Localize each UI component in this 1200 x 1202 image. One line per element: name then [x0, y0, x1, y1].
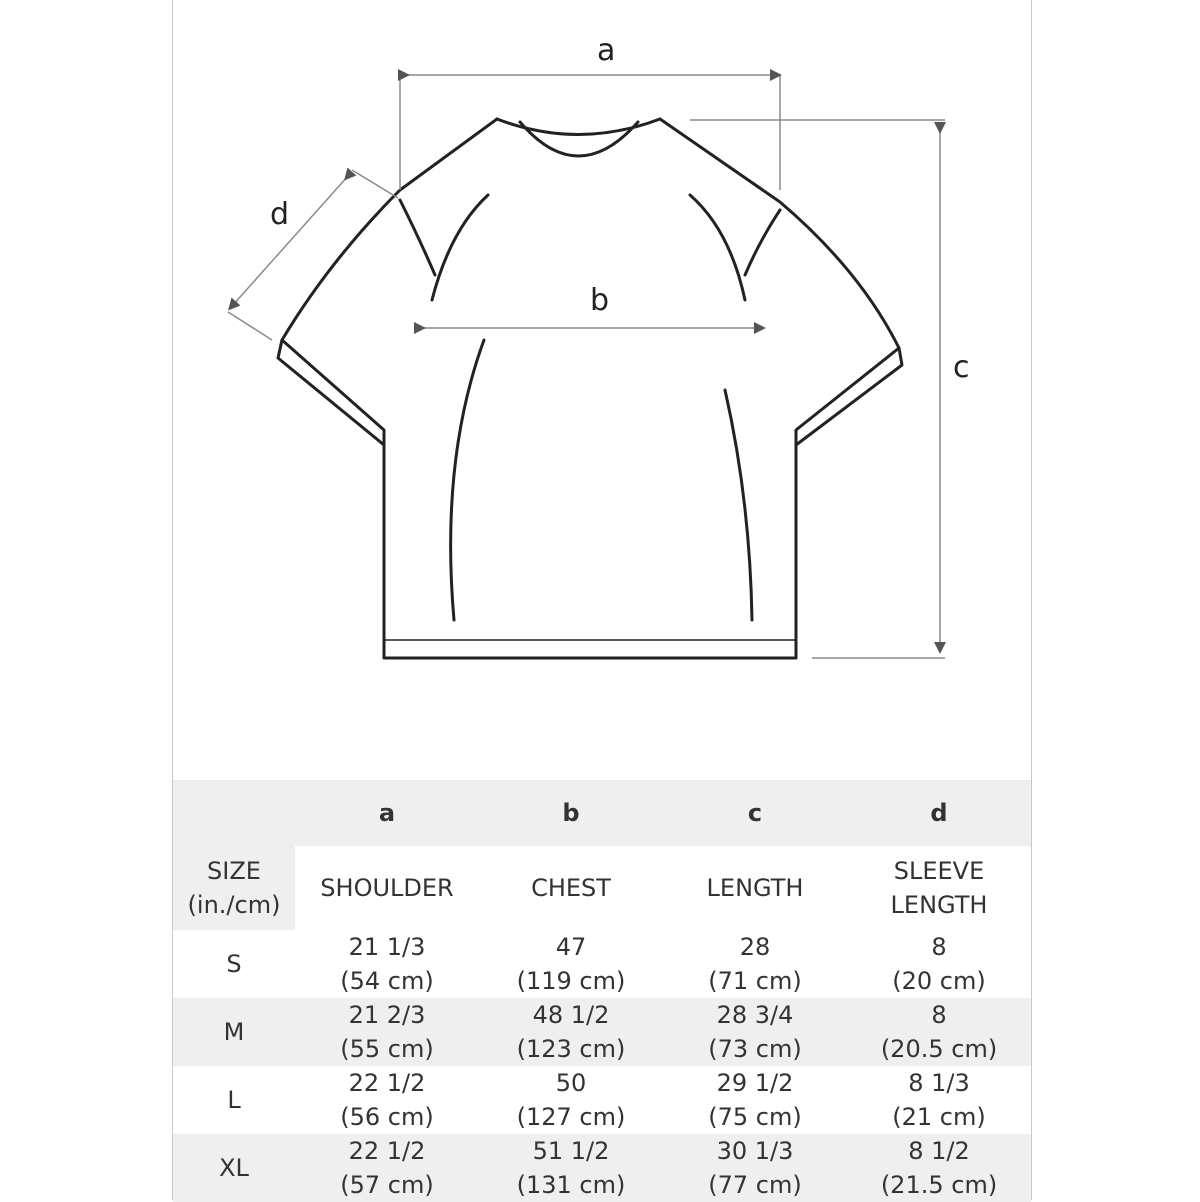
- table-cell: 22 1/2 (57 cm): [340, 1137, 434, 1199]
- size-label: XL: [219, 1154, 249, 1182]
- table-row: [173, 998, 1031, 1066]
- table-cell: 8 1/2 (21.5 cm): [880, 1137, 998, 1199]
- table-cell: 30 1/3 (77 cm): [708, 1137, 802, 1199]
- column-length: LENGTH: [706, 874, 804, 902]
- measurement-guides: [228, 75, 945, 658]
- label-c: c: [953, 350, 970, 385]
- size-label: L: [227, 1086, 241, 1114]
- table-cell: 48 1/2 (123 cm): [516, 1001, 626, 1063]
- header-blank: [173, 780, 295, 846]
- column-sleeve-length: SLEEVE LENGTH: [890, 857, 988, 919]
- label-d: d: [270, 197, 290, 232]
- column-name-row: [173, 846, 1031, 930]
- header-letter-d: d: [930, 799, 948, 827]
- table-cell: 51 1/2 (131 cm): [516, 1137, 626, 1199]
- size-table: [173, 780, 1031, 1202]
- table-cell: 21 2/3 (55 cm): [340, 1001, 434, 1063]
- table-row: [173, 1066, 1031, 1134]
- tshirt-outline: [278, 119, 902, 658]
- table-row: [173, 1134, 1031, 1202]
- size-label: M: [223, 1018, 245, 1046]
- label-b: b: [590, 283, 610, 318]
- table-cell: 29 1/2 (75 cm): [708, 1069, 802, 1131]
- table-cell: 8 (20.5 cm): [880, 1001, 998, 1063]
- table-cell: 47 (119 cm): [516, 933, 626, 995]
- table-cell: 28 (71 cm): [708, 933, 802, 995]
- table-cell: 50 (127 cm): [516, 1069, 626, 1131]
- table-cell: 21 1/3 (54 cm): [340, 933, 434, 995]
- label-a: a: [597, 33, 616, 68]
- header-letter-c: c: [747, 799, 763, 827]
- table-cell: 28 3/4 (73 cm): [708, 1001, 802, 1063]
- column-shoulder: SHOULDER: [320, 874, 454, 902]
- table-cell: 8 1/3 (21 cm): [892, 1069, 986, 1131]
- size-label: S: [226, 950, 242, 978]
- table-row: [173, 930, 1031, 998]
- header-letter-b: b: [562, 799, 580, 827]
- header-letter-a: a: [378, 799, 396, 827]
- size-header: SIZE (in./cm): [173, 846, 295, 930]
- table-cell: 22 1/2 (56 cm): [340, 1069, 434, 1131]
- letter-header-row: [173, 780, 1031, 846]
- column-chest: CHEST: [531, 874, 611, 902]
- table-cell: 8 (20 cm): [892, 933, 986, 995]
